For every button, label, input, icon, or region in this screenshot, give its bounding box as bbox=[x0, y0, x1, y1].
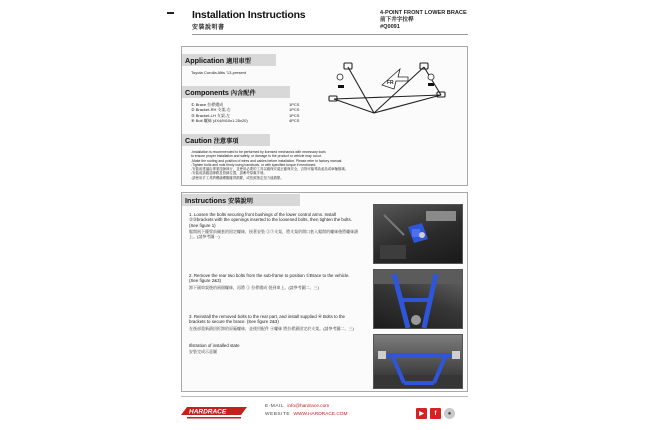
application-heading-label: Application bbox=[185, 55, 225, 65]
components-heading-label: Components bbox=[185, 87, 229, 97]
contact-info bbox=[265, 403, 348, 419]
email-row bbox=[265, 403, 348, 411]
instruction-step bbox=[189, 273, 359, 290]
product-info bbox=[380, 10, 467, 31]
caution-heading-label: Caution bbox=[185, 135, 212, 145]
caution-line: -安裝前建議由專業技師執行，並使用必要的工具以確保安裝正確與安全，否則可能導致產品或車輛損壞。 bbox=[191, 167, 349, 172]
step-text: Illstration of installed state bbox=[189, 343, 240, 348]
caution-line: -Make the routing and position of wires and cables before installation. Please refer to factory manual. bbox=[191, 158, 343, 163]
product-name-cn: 前下井字拉桿 bbox=[380, 17, 414, 23]
component-qty: 1PCS bbox=[289, 112, 300, 118]
figure-2-photo bbox=[373, 269, 463, 329]
instructions-heading-cn: 安裝說明 bbox=[228, 197, 253, 205]
caution-line: -Installation is recommended to be performed by licensed mechanics with necessary tools bbox=[191, 150, 326, 154]
step-text: 3. Reinstall the removed bolts to the rear part, and install supplied ④ Bolts to the brackets to secure the brace. (See figure 2&3) bbox=[189, 314, 345, 325]
email-label: E-MAIL bbox=[265, 404, 284, 409]
facebook-icon[interactable]: f bbox=[430, 408, 441, 419]
step-text-cn: 卸下副車架後的兩個螺絲，再將 ① 拉桿總成 裝到車上。(請參考圖二、三) bbox=[189, 284, 319, 290]
instruction-step bbox=[189, 212, 359, 239]
caution-line: -Tighten bolts and nuts firmly using handtools, or with specified torque if mentioned. bbox=[191, 162, 317, 167]
caution-text bbox=[191, 150, 348, 180]
brace-diagram bbox=[316, 55, 466, 135]
component-item: ④ Bolt 螺絲 (4X4/M10x1.25x20) bbox=[191, 118, 248, 124]
application-heading-cn: 適用車型 bbox=[226, 57, 251, 65]
step-text-cn: 安裝完成示意圖 bbox=[189, 349, 217, 355]
part-number: #Q0091 bbox=[380, 24, 400, 30]
component-quantities bbox=[289, 102, 299, 124]
application-heading bbox=[182, 54, 276, 66]
figure-3-photo bbox=[373, 334, 463, 389]
instruction-sheet bbox=[167, 0, 478, 430]
instruction-step bbox=[189, 314, 359, 331]
component-list bbox=[191, 102, 248, 124]
caution-line: -安裝前請確認線路及管線位置，請參考原廠手冊。 bbox=[191, 171, 267, 176]
footer-divider bbox=[181, 396, 468, 397]
component-item: ③ Bracket-LH 支架-左 bbox=[191, 112, 231, 118]
caution-line: to ensure proper installation and safety, or damage to the product or vehicle may occur. bbox=[191, 154, 322, 159]
caution-heading-cn: 注意事項 bbox=[213, 137, 239, 145]
components-heading-cn: 內含配件 bbox=[230, 89, 256, 97]
page-title-cn: 安裝說明書 bbox=[192, 24, 225, 31]
logo-wordmark: HARDRACE bbox=[189, 408, 227, 416]
caution-heading bbox=[182, 134, 270, 146]
instructions-panel bbox=[181, 192, 468, 392]
step-text: 1. Loosen the bolts securing front bushings of the lower control arms. Install ②③brackets with the openings inserted to the loosened bolts, then tighten the bolts. (See figure 1) bbox=[189, 212, 352, 228]
website-row bbox=[265, 411, 348, 419]
social-links bbox=[416, 408, 455, 419]
front-direction-label: FR bbox=[387, 80, 394, 86]
component-qty: 1PCS bbox=[289, 107, 300, 113]
instruction-step bbox=[189, 343, 359, 354]
step-text: 2. Remove the rear two bolts from the sub-frame to position ①Brace to the vehicle. (See figure 2&3) bbox=[189, 273, 350, 284]
component-item: ② Bracket-RH 支架-右 bbox=[191, 107, 231, 113]
header-accent-bar bbox=[167, 12, 174, 14]
product-name: 4-POINT FRONT LOWER BRACE bbox=[380, 10, 467, 16]
component-item: ① Brace 拉桿總成 bbox=[191, 102, 224, 107]
page-title: Installation Instructions bbox=[192, 9, 306, 21]
youtube-icon[interactable]: ▶ bbox=[416, 408, 427, 419]
instructions-heading bbox=[182, 194, 300, 206]
caution-line: -請使用手工具將螺絲螺帽確實鎖緊，或依照指定扭力值鎖緊。 bbox=[191, 175, 284, 180]
instructions-heading-label: Instructions bbox=[185, 195, 227, 205]
overview-panel bbox=[181, 46, 468, 186]
vehicle-fitment: Toyota Corolla Altis '13-present bbox=[191, 70, 247, 75]
wechat-icon[interactable]: ● bbox=[444, 408, 455, 419]
step-text-cn: 在後部重新鎖回拆卸的原廠螺絲，並使用配件 ④螺絲 將拉桿鎖固定於支架。(請參考圖二、三) bbox=[189, 325, 354, 331]
header-divider bbox=[192, 34, 468, 35]
email-address[interactable]: info@hardrace.com bbox=[287, 404, 330, 409]
component-qty: 1PCS bbox=[289, 102, 300, 107]
components-heading bbox=[182, 86, 290, 98]
website-link[interactable]: WWW.HARDRACE.COM bbox=[293, 412, 348, 417]
figure-1-photo bbox=[373, 204, 463, 264]
step-text-cn: 鬆開兩下擺臂前襯套的固定螺絲，接著安裝 ②③支架，將支架的開口套入鬆開的螺絲後將螺絲鎖上。(請參考圖一) bbox=[189, 229, 359, 240]
hardrace-logo bbox=[181, 399, 247, 421]
website-label: WEBSITE bbox=[265, 412, 291, 417]
component-qty: 4PCS bbox=[289, 118, 300, 124]
